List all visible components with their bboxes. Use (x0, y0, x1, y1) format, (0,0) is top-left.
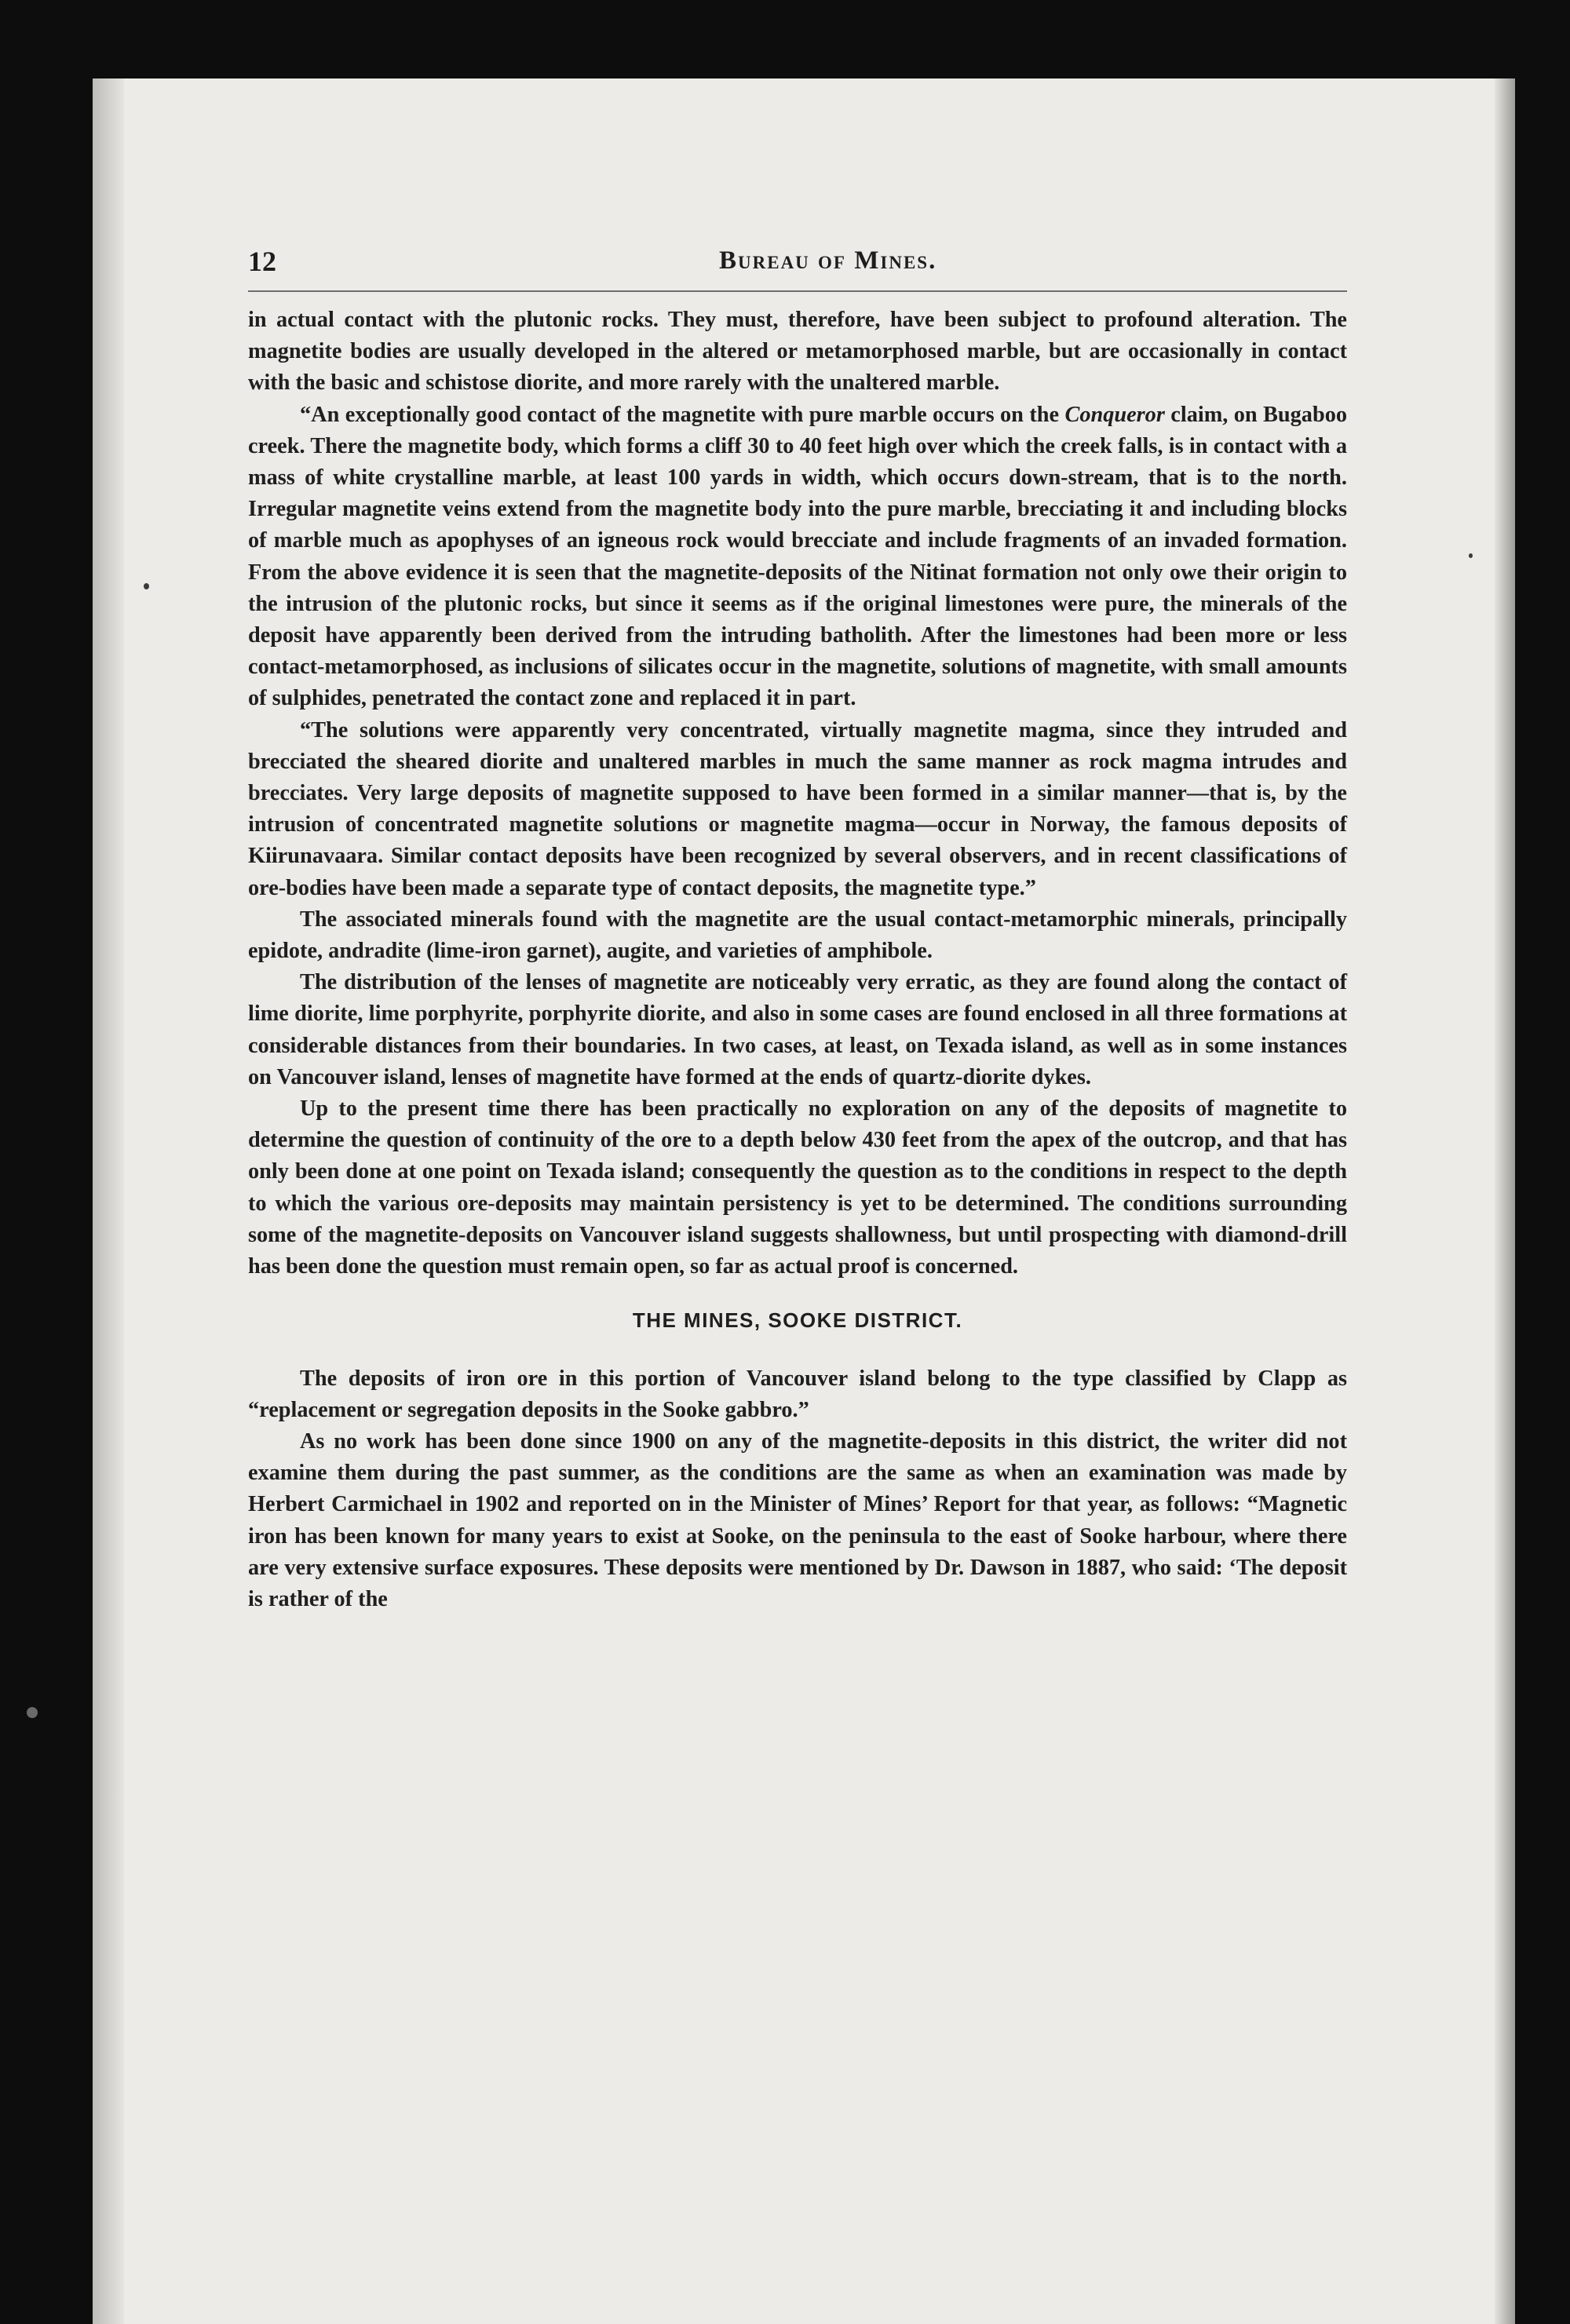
paragraph: in actual contact with the plutonic rocks. They must, therefore, have been subject to profound alteration. The magnetite bodies are usually developed in the altered or metamorphosed marble, but are occasionally in contact with the basic and schistose diorite, and more rarely with the unaltered marble. (248, 308, 1347, 396)
running-head: Bureau of Mines. (719, 246, 937, 275)
paragraph: The deposits of iron ore in this portion of Vancouver island belong to the type classified by Clapp as “replacement or segregation deposits in the Sooke gabbro.” (248, 1366, 1347, 1422)
page-gutter-shadow (93, 78, 124, 2324)
section-heading: THE MINES, SOOKE DISTRICT. (632, 1308, 963, 1333)
paragraph: Up to the present time there has been practically no exploration on any of the deposits of magnetite to determine the question of continuity of the ore to a depth below 430 feet from the apex of the outcrop, and that has only been done at one point on Texada island; consequently the question as to the conditions in respect to the depth to which the various ore-deposits may maintain persistency is yet to be determined. The conditions surrounding some of the magnetite-deposits on Vancouver island suggests shallowness, but until prospecting with diamond-drill has been done the question must remain open, so far as actual proof is concerned. (248, 1096, 1347, 1279)
scan-speck (144, 583, 149, 589)
scan-speck (27, 1707, 38, 1718)
paragraph-text: claim, on Bugaboo creek. There the magnetite body, which forms a cliff 30 to 40 feet high over which the creek falls, is in contact with a mass of white crystalline marble, at least 100 yards in width, which occurs down-stream, that is to the north. Irregular magnetite veins extend from the magnetite body into the pure marble, brecciating it and including blocks of marble much as apophyses of an igneous rock would brecciate and include fragments of an invaded formation. From the above evidence it is seen that the magnetite-deposits of the Nitinat formation not only owe their origin to the intrusion of the plutonic rocks, but since it seems as if the original limestones were pure, the minerals of the deposit have apparently been derived from the intruding batholith. After the limestones had been more or less contact-metamorphosed, as inclusions of silicates occur in the magnetite, solutions of magnetite, with small amounts of sulphides, penetrated the contact zone and replaced it in part. (248, 402, 1347, 711)
paragraph: As no work has been done since 1900 on any of the magnetite-deposits in this district, the writer did not examine them during the past summer, as the conditions are the same as when an examination was made by Herbert Carmichael in 1902 and reported on in the Minister of Mines’ Report for that year, as follows: “Magnetic iron has been known for many years to exist at Sooke, on the peninsula to the east of Sooke harbour, where there are very extensive surface exposures. These deposits were mentioned by Dr. Dawson in 1887, who said: ‘The deposit is rather of the (248, 1428, 1347, 1611)
paragraph: The associated minerals found with the magnetite are the usual contact-metamorphic minerals, principally epidote, andradite (lime-iron garnet), augite, and varieties of amphibole. (248, 907, 1347, 964)
paragraph-text: “An exceptionally good contact of the magnetite with pure marble occurs on the (300, 402, 1065, 427)
claim-name: Conqueror (1064, 402, 1165, 427)
page-edge-shadow (1495, 78, 1515, 2324)
body-text (248, 305, 1347, 1615)
paragraph (248, 399, 1347, 715)
header-rule (248, 290, 1347, 292)
page-number: 12 (248, 246, 276, 277)
scan-speck (1469, 553, 1473, 558)
page-header (248, 245, 1347, 283)
paragraph: The distribution of the lenses of magnetite are noticeably very erratic, as they are found along the contact of lime diorite, lime porphyrite, porphyrite diorite, and also in some cases are found enclosed in all three formations at considerable distances from their boundaries. In two cases, at least, on Texada island, as well as in some instances on Vancouver island, lenses of magnetite have formed at the ends of quartz-diorite dykes. (248, 970, 1347, 1089)
paragraph: “The solutions were apparently very concentrated, virtually magnetite magma, since they intruded and brecciated the sheared diorite and unaltered marbles in much the same manner as rock magma intrudes and brecciates. Very large deposits of magnetite supposed to have been formed in a similar manner—that is, by the intrusion of concentrated magnetite solutions or magnetite magma—occur in Norway, the famous deposits of Kiirunavaara. Similar contact deposits have been recognized by several observers, and in recent classifications of ore-bodies have been made a separate type of contact deposits, the magnetite type.” (248, 717, 1347, 900)
